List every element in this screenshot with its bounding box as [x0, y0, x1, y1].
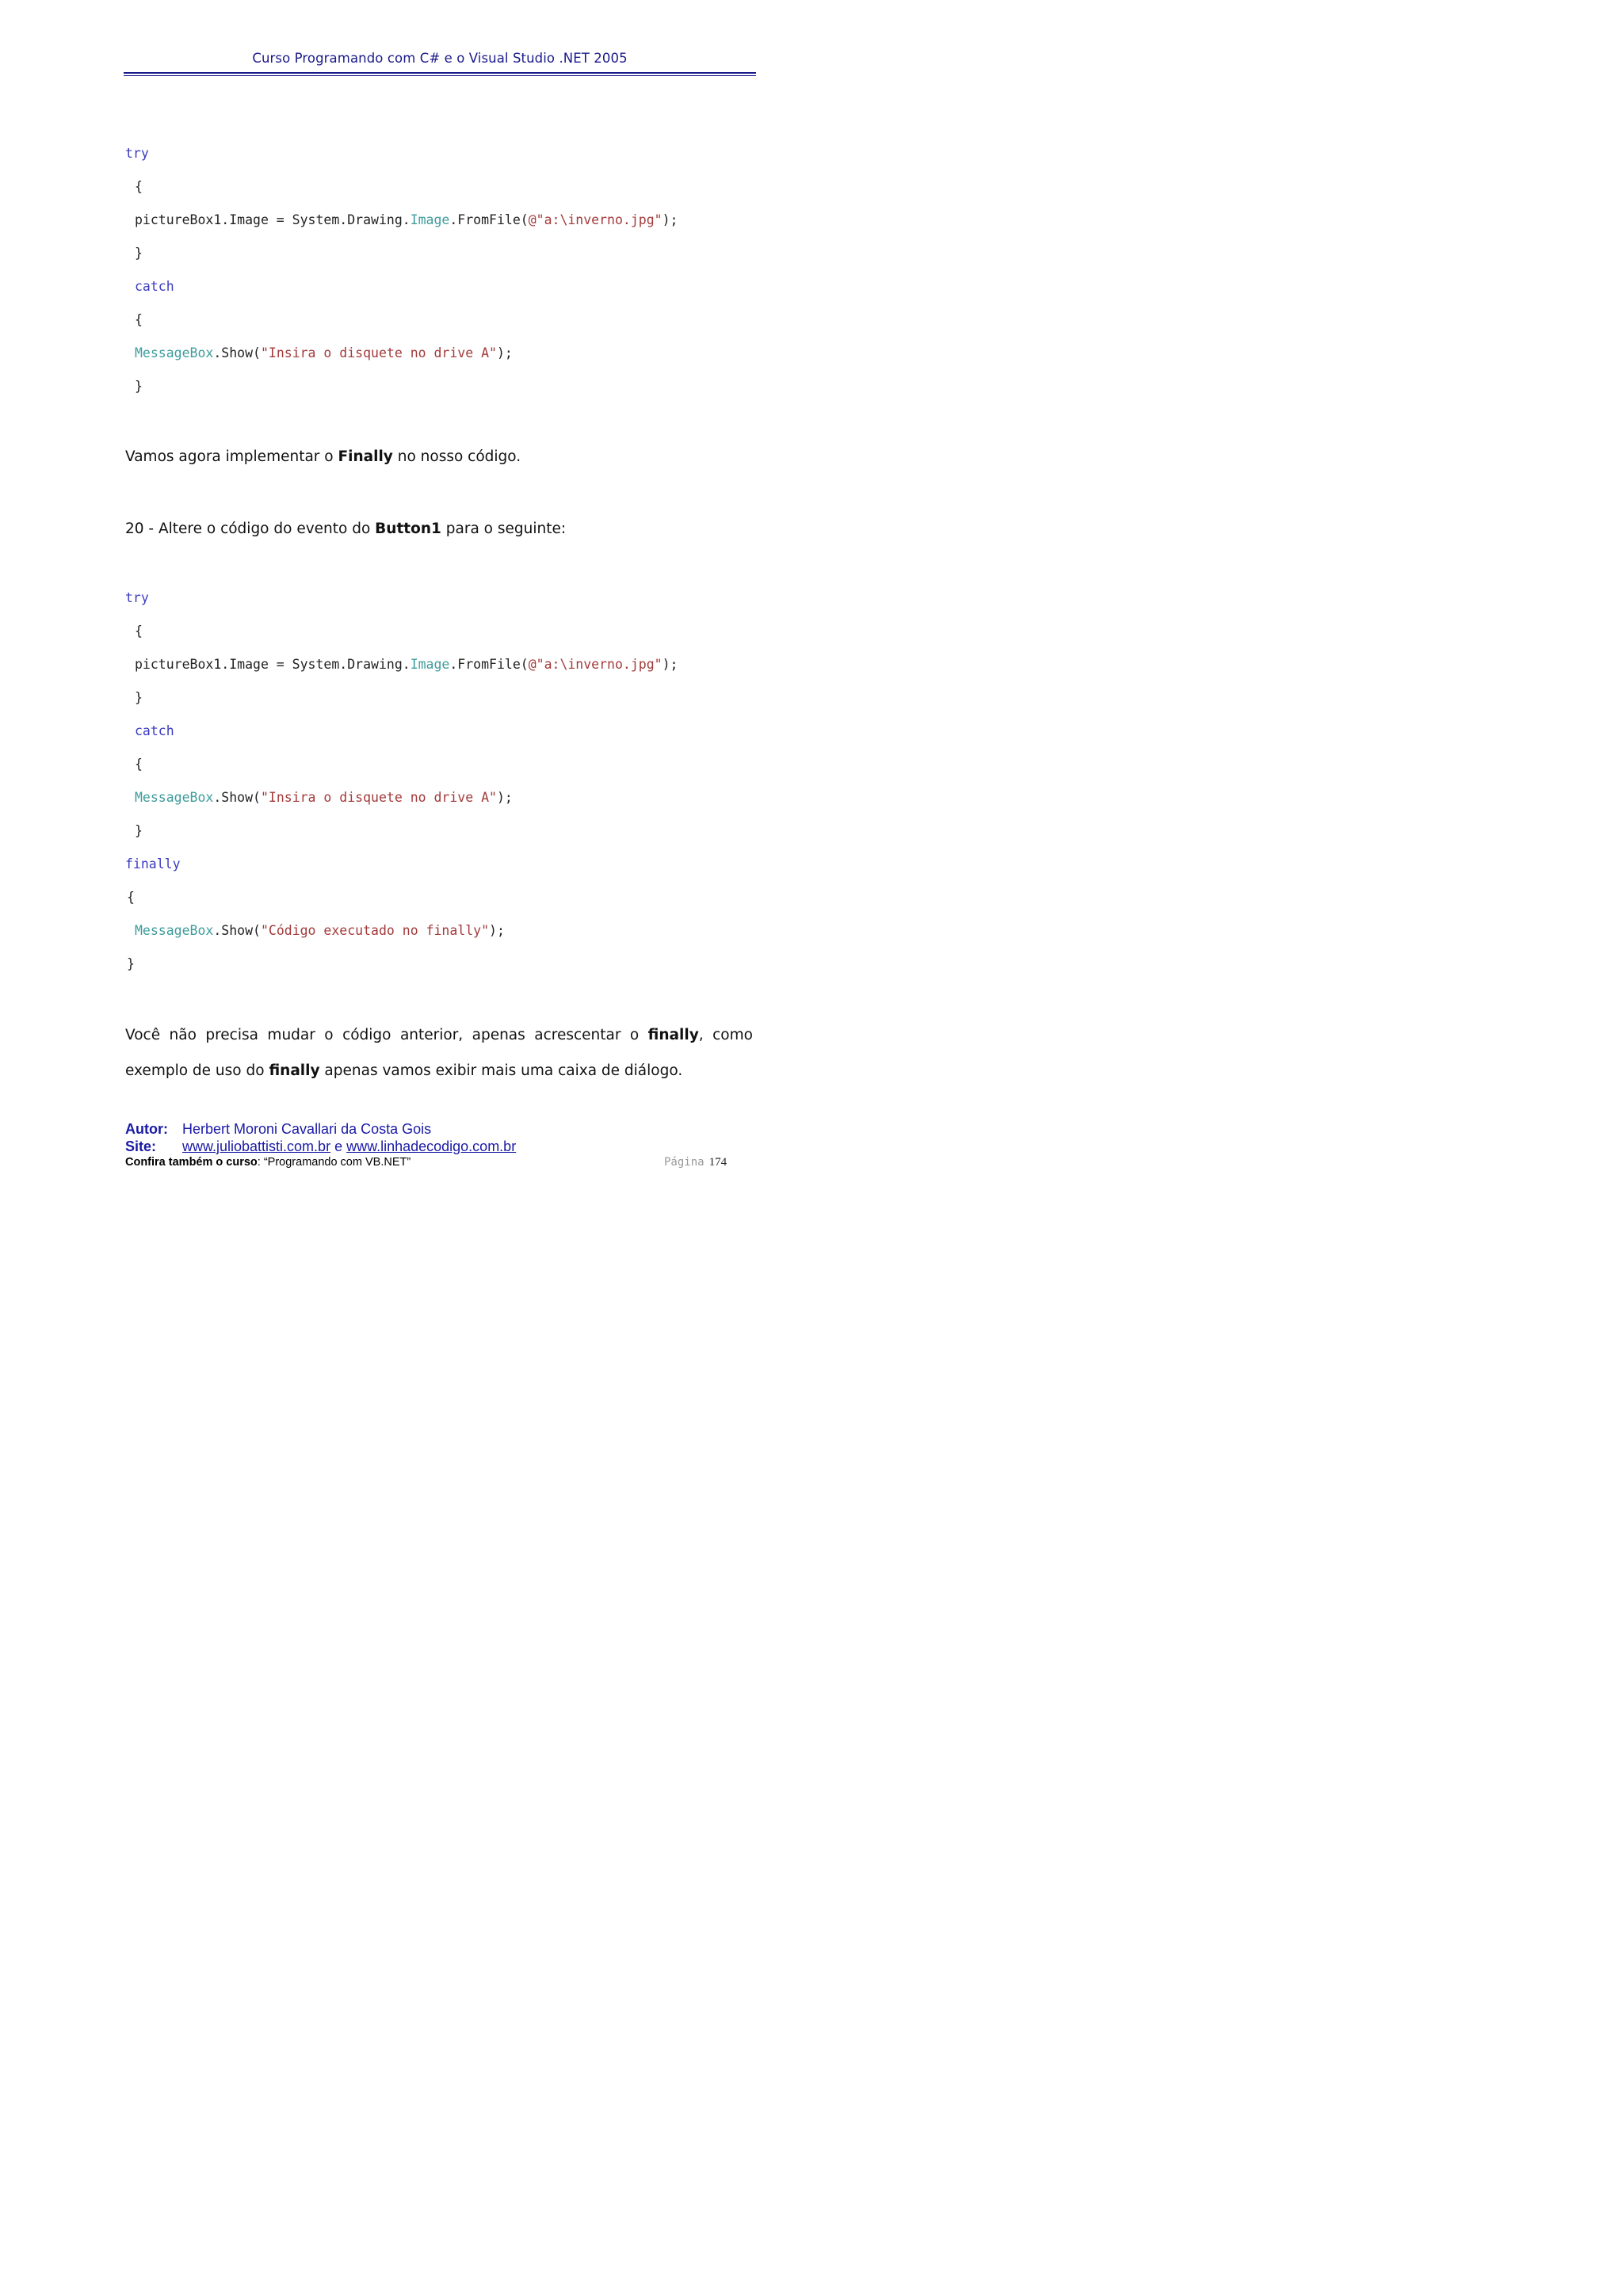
code-type-image: Image: [410, 657, 450, 672]
footer-author-label: Autor:: [125, 1121, 168, 1137]
paragraph-text: Vamos agora implementar o: [125, 448, 338, 465]
code-line-messagebox: [135, 790, 513, 806]
paragraph-word: anterior,: [399, 1027, 464, 1043]
code-text: .Show(: [213, 790, 261, 805]
code-try-keyword: try: [125, 590, 149, 605]
code-text: pictureBox1.Image = System.Drawing.: [135, 657, 411, 672]
code-text: pictureBox1.Image = System.Drawing.: [135, 212, 411, 227]
paragraph-line-1: [125, 1026, 753, 1045]
code-type-messagebox: MessageBox: [135, 345, 214, 360]
code-line-picturebox: [135, 657, 678, 673]
paragraph-bold: finally: [269, 1062, 320, 1079]
paragraph-word: [648, 1026, 704, 1045]
paragraph-text: 20 - Altere o código do evento do: [125, 521, 376, 537]
code-finally-keyword: finally: [125, 856, 181, 871]
code-line-messagebox: [135, 345, 513, 361]
code-type-messagebox: MessageBox: [135, 790, 214, 805]
paragraph-word: precisa: [205, 1027, 258, 1043]
footer-see-also: [125, 1156, 411, 1169]
footer-site-row: [125, 1138, 516, 1155]
code-text: );: [489, 923, 505, 938]
code-close-brace: }: [135, 379, 143, 394]
step-20-instruction: [125, 520, 566, 539]
footer-see-also-text: : “Programando com VB.NET”: [257, 1156, 411, 1169]
code-close-brace: }: [135, 823, 143, 838]
paragraph-word: acrescentar: [534, 1027, 621, 1043]
code-catch-keyword: catch: [135, 279, 174, 294]
page-number: [664, 1156, 727, 1169]
footer-author-name: Herbert Moroni Cavallari da Costa Gois: [182, 1121, 432, 1137]
code-type-image: Image: [410, 212, 450, 227]
footer-site-separator: e: [330, 1138, 347, 1154]
code-catch-keyword: catch: [135, 723, 174, 738]
footer-see-also-label: Confira também o curso: [125, 1156, 258, 1169]
code-text: );: [496, 345, 513, 360]
code-text: );: [662, 212, 678, 227]
code-line-messagebox-finally: [135, 923, 505, 939]
paragraph-bold: Button1: [375, 521, 441, 537]
code-text: .FromFile(: [449, 657, 529, 672]
paragraph-bold: Finally: [338, 448, 393, 465]
code-text: .FromFile(: [449, 212, 529, 227]
footer-site-link-juliobattisti[interactable]: www.juliobattisti.com.br: [182, 1138, 331, 1154]
code-open-brace: {: [135, 757, 143, 772]
code-close-brace: }: [135, 246, 143, 261]
paragraph-word: como: [712, 1027, 753, 1043]
paragraph-word: o: [629, 1027, 640, 1043]
paragraph-word: mudar: [267, 1027, 315, 1043]
code-string: "Insira o disquete no drive A": [260, 790, 497, 805]
footer-author-row: [125, 1121, 431, 1138]
code-text: );: [662, 657, 678, 672]
header-rule-top: [124, 72, 756, 74]
paragraph-text: para o seguinte:: [441, 521, 567, 537]
code-string: "Código executado no finally": [260, 923, 490, 938]
footer-site-label: Site:: [125, 1138, 157, 1154]
code-text: );: [496, 790, 513, 805]
code-close-brace: }: [135, 690, 143, 705]
page-header-title: Curso Programando com C# e o Visual Studio .NET 2005: [252, 51, 628, 66]
code-try-keyword: try: [125, 146, 149, 161]
code-type-messagebox: MessageBox: [135, 923, 214, 938]
code-open-brace: {: [135, 624, 143, 639]
paragraph-word: o: [324, 1027, 334, 1043]
code-close-brace: }: [127, 956, 135, 971]
header-rule-bottom: [124, 75, 756, 76]
paragraph-finally-intro: [125, 448, 521, 467]
paragraph-finally-explanation: [125, 1026, 753, 1081]
paragraph-text: ,: [698, 1027, 704, 1043]
paragraph-word: Você: [125, 1027, 161, 1043]
paragraph-text: exemplo de uso do: [125, 1062, 269, 1079]
page-number-label: Página: [664, 1156, 705, 1169]
footer-site-link-linhadecodigo[interactable]: www.linhadecodigo.com.br: [346, 1138, 517, 1154]
code-text: .Show(: [213, 345, 261, 360]
paragraph-bold: finally: [647, 1027, 699, 1043]
code-string: @"a:\inverno.jpg": [528, 212, 663, 227]
paragraph-word: código: [342, 1027, 391, 1043]
code-line-picturebox: [135, 212, 678, 228]
code-open-brace: {: [127, 890, 135, 905]
paragraph-text: no nosso código.: [392, 448, 521, 465]
code-open-brace: {: [135, 312, 143, 327]
paragraph-word: não: [169, 1027, 197, 1043]
page-number-value: 174: [708, 1156, 727, 1169]
code-string: @"a:\inverno.jpg": [528, 657, 663, 672]
paragraph-word: apenas: [472, 1027, 525, 1043]
code-string: "Insira o disquete no drive A": [260, 345, 497, 360]
paragraph-text: apenas vamos exibir mais uma caixa de diálogo.: [319, 1062, 683, 1079]
code-text: .Show(: [213, 923, 261, 938]
code-open-brace: {: [135, 179, 143, 194]
paragraph-line-2: [125, 1062, 753, 1081]
